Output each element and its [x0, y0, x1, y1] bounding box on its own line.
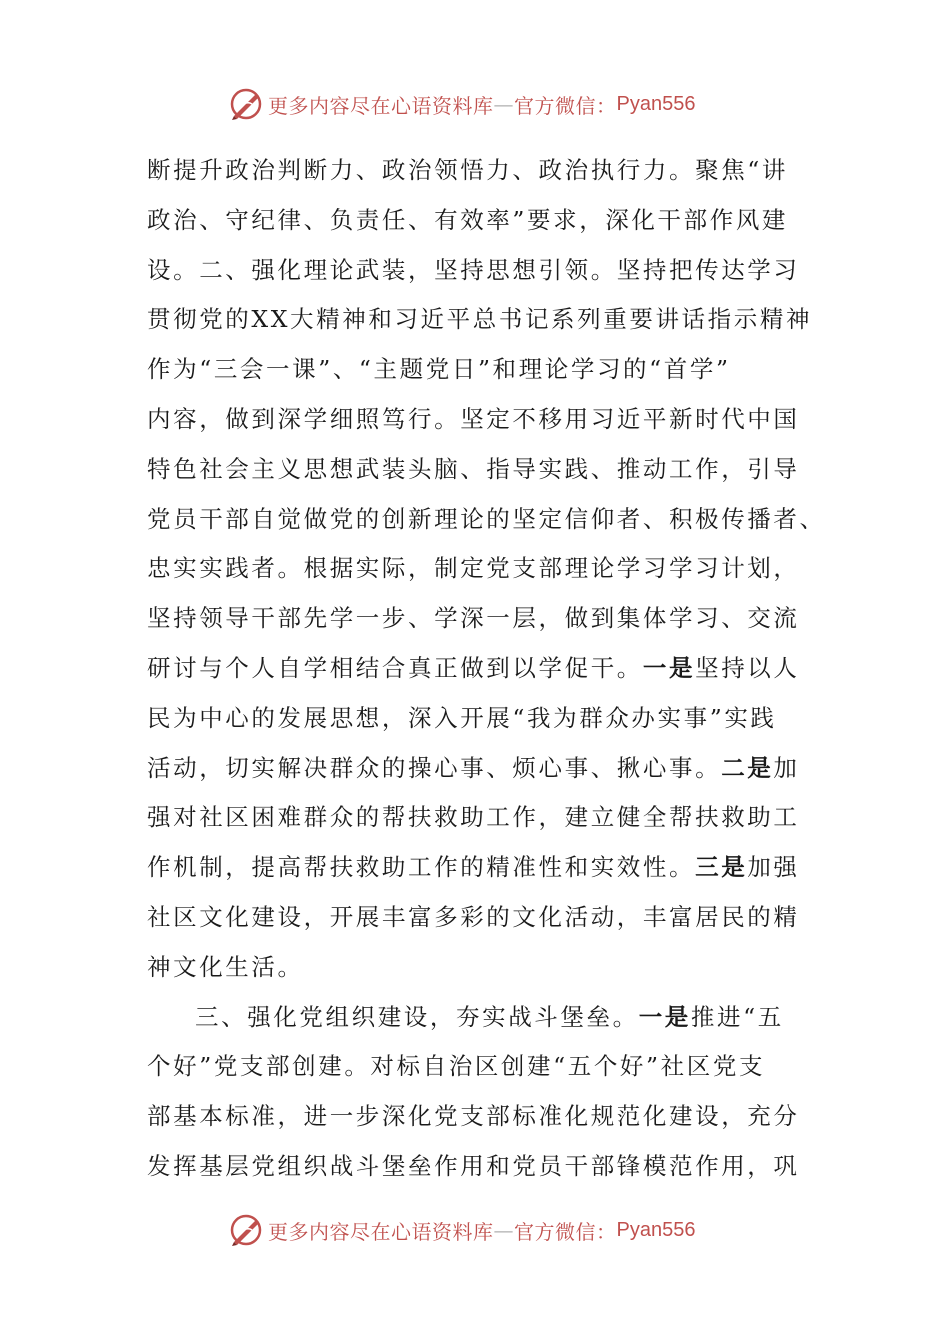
- bold-run: 二是: [721, 753, 774, 782]
- watermark-label: 官方微信：: [514, 93, 617, 118]
- footer-watermark: [228, 1210, 748, 1250]
- text-run: 加强: [747, 853, 800, 882]
- watermark-separator: —: [493, 92, 514, 116]
- text-run: 社区文化建设，开展丰富多彩的文化活动，丰富居民的精: [147, 902, 800, 931]
- watermark-id: Pyan556: [616, 92, 696, 115]
- text-line: [147, 793, 800, 843]
- text-run: 部基本标准，进一步深化党支部标准化规范化建设，充分: [147, 1102, 800, 1131]
- text-run: 强对社区困难群众的帮扶救助工作，建立健全帮扶救助工: [147, 803, 800, 832]
- watermark-id: Pyan556: [616, 1218, 696, 1241]
- text-run: 党员干部自觉做党的创新理论的坚定信仰者、积极传播者、: [147, 504, 826, 533]
- text-run: 设。二、强化理论武装，坚持思想引领。坚持把传达学习: [147, 255, 800, 284]
- text-run: 政治、守纪律、负责任、有效率”要求，深化干部作风建: [147, 205, 789, 234]
- text-run: 坚持领导干部先学一步、学深一层，做到集体学习、交流: [147, 604, 800, 633]
- text-run: 研讨与个人自学相结合真正做到以学促干。: [147, 653, 643, 682]
- text-line: [147, 1092, 800, 1142]
- text-line: [147, 843, 800, 893]
- text-run: 作为“三会一课”、“主题党日”和理论学习的“首学”: [147, 355, 731, 384]
- text-line: [147, 495, 826, 545]
- text-line: [147, 345, 787, 395]
- watermark-brand: 更多内容尽在心语资料库: [268, 93, 494, 118]
- text-line: [147, 943, 787, 993]
- bold-run: 一是: [642, 653, 696, 682]
- text-line: [147, 246, 800, 296]
- pen-logo-icon: [228, 1212, 264, 1248]
- text-line: [147, 1042, 787, 1092]
- text-line: [147, 196, 787, 246]
- text-run: 个好”党支部创建。对标自治区创建“五个好”社区党支: [147, 1052, 766, 1081]
- text-line: [147, 146, 787, 196]
- text-line: [147, 893, 800, 943]
- watermark-brand: 更多内容尽在心语资料库: [268, 1219, 494, 1244]
- text-line: [147, 644, 800, 694]
- text-line: [147, 295, 813, 345]
- text-run: 内容，做到深学细照笃行。坚定不移用习近平新时代中国: [147, 404, 800, 433]
- text-line: [147, 395, 800, 445]
- text-run: 民为中心的发展思想，深入开展“我为群众办实事”实践: [147, 703, 777, 732]
- text-run: 坚持以人: [695, 653, 800, 682]
- pen-logo-icon: [228, 86, 264, 122]
- text-run: 贯彻党的XX大精神和习近平总书记系列重要讲话指示精神: [147, 305, 813, 334]
- text-run: 推进“五: [690, 1002, 784, 1031]
- text-run: 忠实实践者。根据实际，制定党支部理论学习学习计划，: [147, 554, 800, 583]
- text-line: [147, 744, 800, 794]
- text-run: 断提升政治判断力、政治领悟力、政治执行力。聚焦“讲: [147, 156, 789, 184]
- text-run: 神文化生活。: [147, 952, 304, 981]
- watermark-separator: —: [493, 1218, 514, 1242]
- document-body: [147, 146, 826, 1192]
- text-line: [147, 993, 787, 1043]
- text-line: [147, 594, 800, 644]
- watermark-label: 官方微信：: [514, 1219, 617, 1244]
- text-line: [147, 1142, 800, 1192]
- text-run: 特色社会主义思想武装头脑、指导实践、推动工作，引导: [147, 454, 800, 483]
- text-line: [147, 544, 800, 594]
- text-line: [147, 445, 800, 495]
- header-watermark: [228, 84, 748, 124]
- text-run: 发挥基层党组织战斗堡垒作用和党员干部锋模范作用，巩: [147, 1151, 800, 1180]
- bold-run: 三是: [695, 853, 748, 882]
- text-run: 加: [773, 753, 800, 782]
- text-run: 作机制，提高帮扶救助工作的精准性和实效性。: [147, 853, 696, 882]
- bold-run: 一是: [638, 1002, 691, 1031]
- text-run: 三、强化党组织建设，夯实战斗堡垒。: [195, 1002, 639, 1031]
- text-run: 活动，切实解决群众的操心事、烦心事、揪心事。: [147, 753, 722, 782]
- text-line: [147, 694, 787, 744]
